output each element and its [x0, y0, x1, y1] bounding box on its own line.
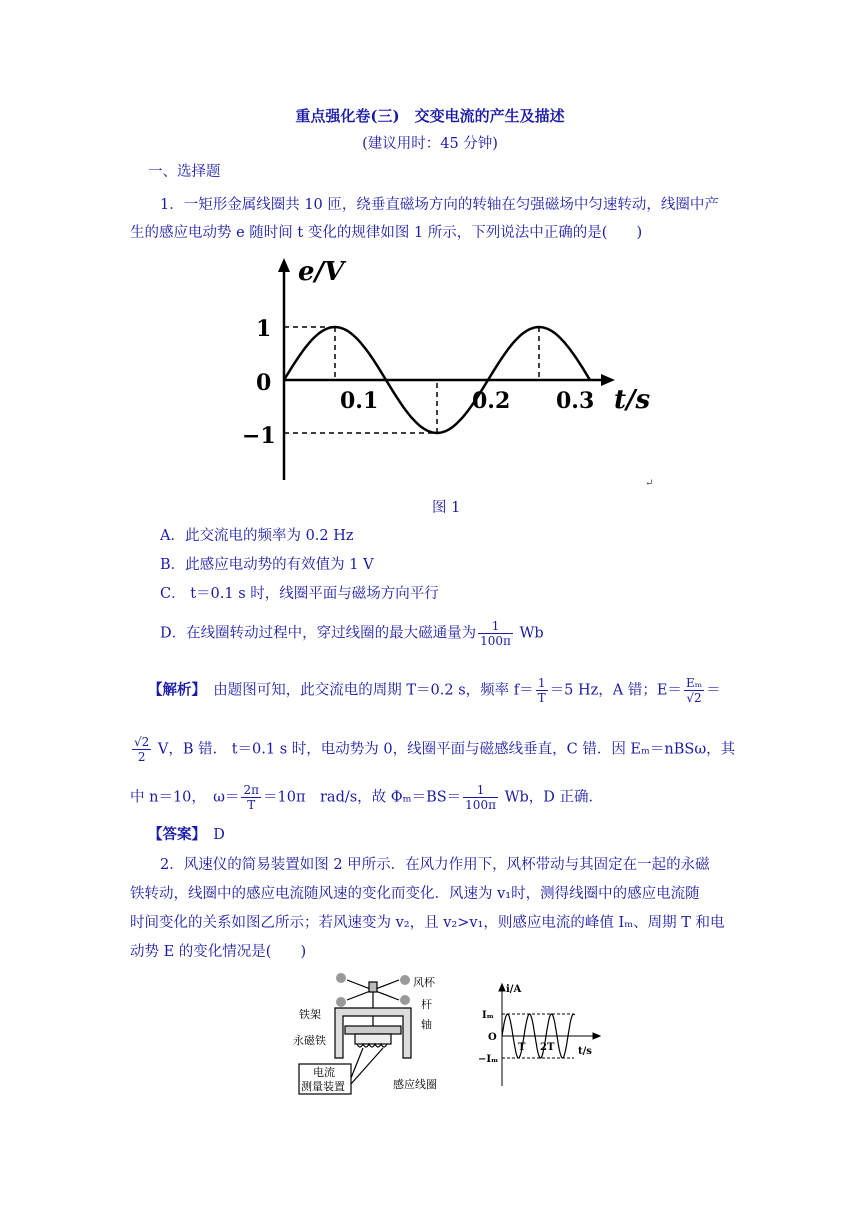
graph-t: T	[518, 1042, 526, 1053]
q1-analysis-line3: 中 n＝10， ω＝ $\frac{2\pi}{T}$ ＝10π rad/s，故 Φₘ＝BS＝ $\frac{1}{100\pi}$ Wb，D 正确．	[130, 783, 603, 812]
q1-answer: 【答案】 D	[148, 826, 225, 843]
suggested-time: (建议用时：45 分钟)	[362, 136, 498, 152]
label-frame: 铁架	[299, 1008, 321, 1021]
figure-1-caption: 图 1	[432, 500, 461, 516]
label-meter-2: 测量装置	[301, 1080, 345, 1093]
q1-stem-line2: 生的感应电动势 e 随时间 t 变化的规律如图 1 所示，下列说法中正确的是( )	[130, 225, 643, 241]
x-tick-0.1: 0.1	[340, 388, 379, 414]
label-magnet: 永磁铁	[293, 1034, 326, 1047]
q2-line4: 动势 E 的变化情况是( )	[130, 944, 307, 960]
q2-line2: 铁转动，线圈中的感应电流随风速的变化而变化．风速为 v₁时，测得线圈中的感应电流随	[130, 886, 700, 902]
label-coil: 感应线圈	[393, 1078, 437, 1091]
y-tick-1: 1	[256, 316, 272, 342]
label-meter-1: 电流	[313, 1066, 335, 1079]
q2-line3: 时间变化的关系如图乙所示；若风速变为 v₂，且 v₂>v₁，则感应电流的峰值 Iₘ、周期 T 和电	[130, 915, 725, 931]
label-wind-cup: 风杯	[413, 976, 435, 989]
q1-analysis-line1: 【解析】 由题图可知，此交流电的周期 T＝0.2 s，频率 f＝ $\frac{1}{T}$ ＝5 Hz，A 错；E＝ $\frac{\text{Eₘ}}{√2}$ ＝	[148, 676, 721, 705]
q1-stem-line1: 1．一矩形金属线圈共 10 匝，绕垂直磁场方向的转轴在匀强磁场中匀速转动，线圈中产	[160, 197, 719, 213]
graph-im: Iₘ	[482, 1010, 494, 1021]
graph-neg-im: −Iₘ	[478, 1054, 499, 1065]
q1-option-a: A．此交流电的频率为 0.2 Hz	[160, 528, 354, 544]
graph-origin: O	[488, 1032, 497, 1043]
x-tick-0.2: 0.2	[472, 388, 511, 414]
graph-y-label: i/A	[506, 984, 522, 995]
y-axis-label: e/V	[298, 257, 345, 287]
section-heading: 一、选择题	[148, 164, 221, 180]
y-tick-0: 0	[256, 370, 272, 396]
page-title: 重点强化卷(三) 交变电流的产生及描述	[295, 107, 565, 125]
x-axis-label: t/s	[614, 385, 650, 415]
q1-option-b: B．此感应电动势的有效值为 1 V	[160, 557, 374, 573]
wind-cup-left-bottom	[336, 997, 346, 1007]
wind-cup-right-bottom	[400, 995, 410, 1005]
graph-x-label: t/s	[578, 1046, 592, 1057]
graph-2t: 2T	[540, 1042, 555, 1053]
label-axis: 轴	[421, 1018, 432, 1031]
wind-cup-right-top	[400, 975, 410, 985]
return-mark: ↵	[645, 478, 654, 489]
q2-line1: 2．风速仪的简易装置如图 2 甲所示．在风力作用下，风杯带动与其固定在一起的永磁	[160, 857, 710, 873]
y-tick-neg1: −1	[242, 423, 276, 449]
q1-option-c: C． t＝0.1 s 时，线圈平面与磁场方向平行	[160, 586, 439, 602]
figure-2-current-graph	[478, 980, 608, 1090]
label-rod: 杆	[421, 998, 432, 1011]
wind-cup-left-top	[336, 973, 346, 983]
figure-1-chart	[240, 250, 650, 490]
figure-2-apparatus	[285, 968, 465, 1098]
x-tick-0.3: 0.3	[556, 388, 595, 414]
q1-analysis-line2: $\frac{√2}{2}$ V，B 错． t＝0.1 s 时，电动势为 0，线圈平面与磁感线垂直，C 错．因 Eₘ＝nBSω，其	[134, 735, 736, 764]
q1-option-d: D．在线圈转动过程中，穿过线圈的最大磁通量为 $\frac{1}{100\pi}$ Wb	[160, 619, 544, 648]
